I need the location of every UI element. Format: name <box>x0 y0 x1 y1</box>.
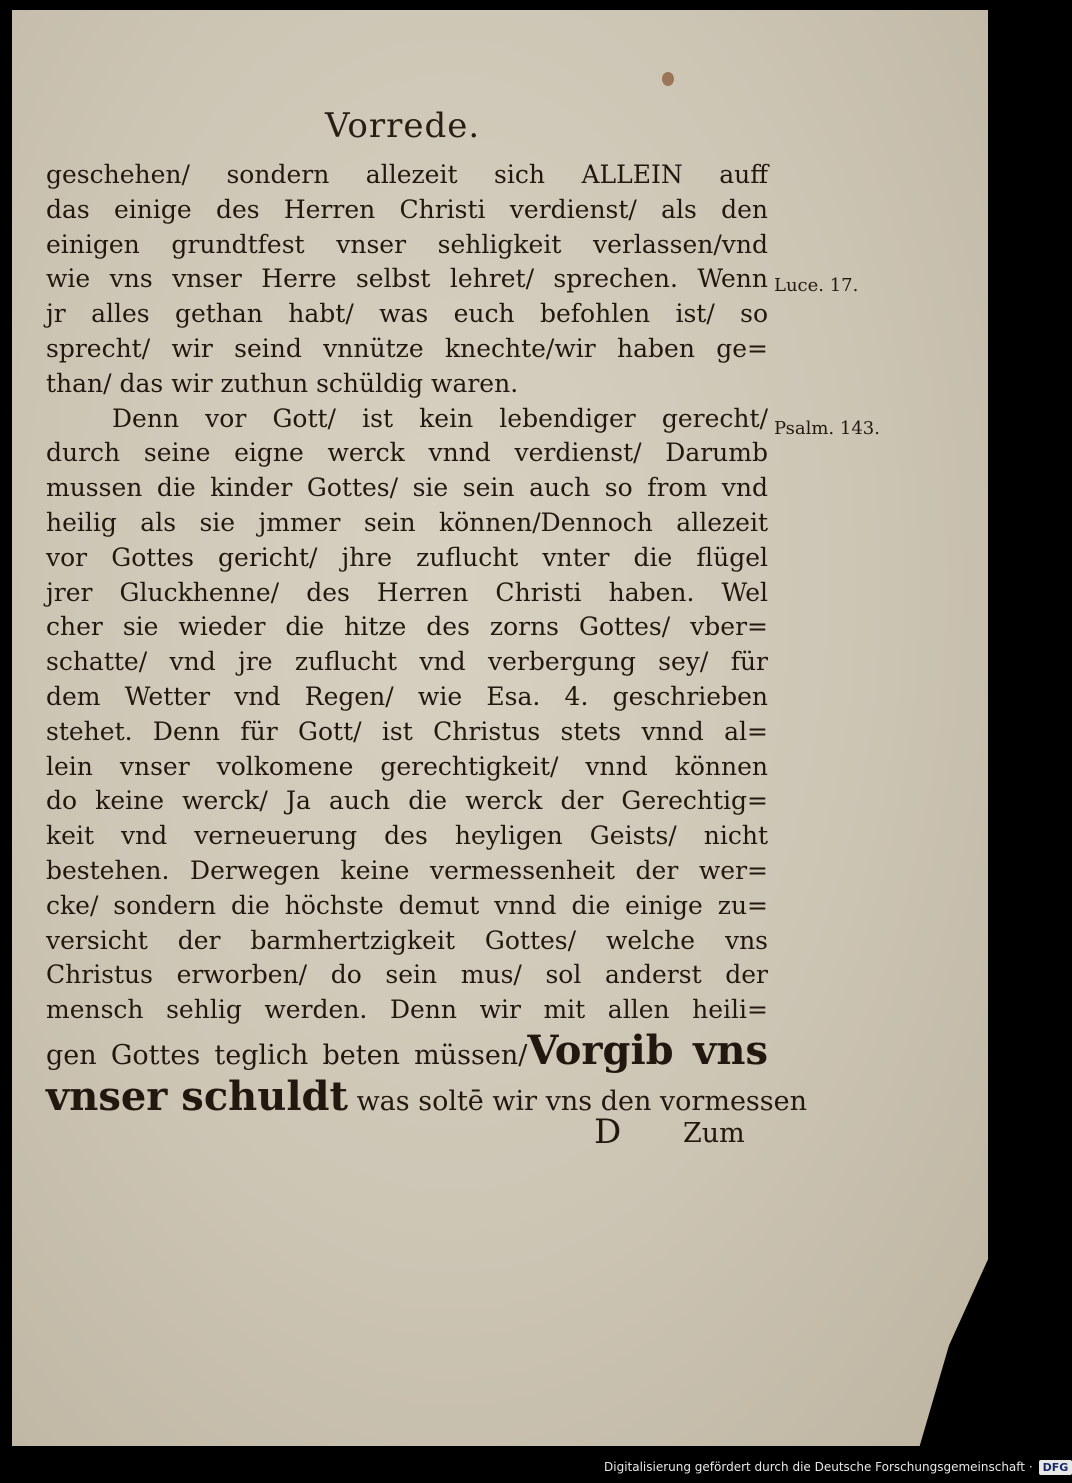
text-line: schatte/ vnd jre zuflucht vnd verbergung sey/ für <box>46 647 768 677</box>
text-line: dem Wetter vnd Regen/ wie Esa. 4. geschrieben <box>46 681 768 711</box>
text-line: jr alles gethan habt/ was euch befohlen ist/ so <box>46 299 768 329</box>
text-line-part: was soltē wir vns den vormessen <box>347 1085 807 1117</box>
text-line: lein vnser volkomene gerechtigkeit/ vnnd können <box>46 751 768 781</box>
text-line: versicht der barmhertzigkeit Gottes/ welche vns <box>46 925 768 955</box>
credit-text: Digitalisierung gefördert durch die Deutsche Forschungsgemeinschaft · <box>604 1460 1033 1474</box>
text-line: einigen grundtfest vnser sehligkeit verlassen/vnd <box>46 229 768 259</box>
signature-mark: D <box>594 1112 622 1152</box>
text-line: mussen die kinder Gottes/ sie sein auch so from vnd <box>46 473 768 503</box>
text-line: do keine werck/ Ja auch die werck der Gerechtig= <box>46 786 768 816</box>
text-line: vor Gottes gericht/ jhre zuflucht vnter die flügel <box>46 542 768 572</box>
text-line: keit vnd verneuerung des heyligen Geists/ nicht <box>46 821 768 851</box>
text-line: jrer Gluckhenne/ des Herren Christi haben. Wel <box>46 577 768 607</box>
body-text <box>46 158 807 1120</box>
emphasis-text: vnser schuldt <box>46 1072 348 1120</box>
text-line: heilig als sie jmmer sein können/Dennoch allezeit <box>46 507 768 537</box>
text-line: cher sie wieder die hitze des zorns Gottes/ vber= <box>46 612 768 642</box>
dfg-logo: DFG <box>1039 1460 1072 1475</box>
text-line: bestehen. Derwegen keine vermessenheit der wer= <box>46 855 768 885</box>
margin-note-luke: Luce. 17. <box>774 275 859 296</box>
text-line: cke/ sondern die höchste demut vnnd die einige zu= <box>46 890 768 920</box>
running-header: Vorrede. <box>325 106 481 146</box>
text-line-part: gen Gottes teglich beten müssen/ <box>46 1039 528 1071</box>
text-line: durch seine eigne werck vnnd verdienst/ Darumb <box>46 438 768 468</box>
text-line: stehet. Denn für Gott/ ist Christus stets vnnd al= <box>46 716 768 746</box>
margin-note-psalm: Psalm. 143. <box>774 418 880 439</box>
text-line: Christus erworben/ do sein mus/ sol anderst der <box>46 960 768 990</box>
digitization-credit <box>604 1456 1072 1478</box>
text-line <box>46 1028 768 1074</box>
text-line: mensch sehlig werden. Denn wir mit allen heili= <box>46 995 768 1025</box>
text-line: geschehen/ sondern allezeit sich ALLEIN auff <box>46 160 768 189</box>
text-line: than/ das wir zuthun schüldig waren. <box>46 368 519 398</box>
text-line: das einige des Herren Christi verdienst/ als den <box>46 194 768 224</box>
emphasis-text: Vorgib vns <box>527 1026 768 1074</box>
text-line <box>46 1072 807 1120</box>
text-line: sprecht/ wir seind vnnütze knechte/wir haben ge= <box>46 333 768 363</box>
ink-stain <box>662 72 674 86</box>
catchword: Zum <box>683 1118 745 1149</box>
text-line: wie vns vnser Herre selbst lehret/ sprechen. Wenn <box>46 264 768 294</box>
text-line: Denn vor Gott/ ist kein lebendiger gerecht/ <box>112 403 768 433</box>
